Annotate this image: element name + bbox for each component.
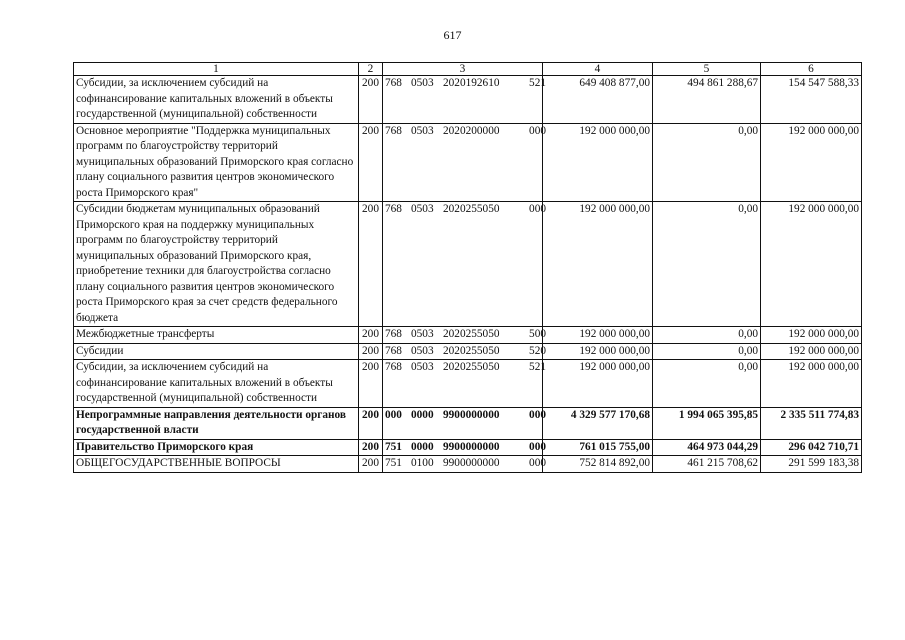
row-ved: 768 (385, 344, 402, 357)
budget-table (73, 62, 862, 473)
row-classification-code (383, 343, 546, 360)
row-name: Непрограммные направления деятельности органов государственной власти (74, 407, 359, 439)
row-value-col6: 192 000 000,00 (761, 360, 862, 408)
row-value-col5: 461 215 708,62 (653, 456, 761, 473)
row-vr: 000 (529, 203, 546, 215)
row-name: Основное мероприятие "Поддержка муниципальных программ по благоустройству территорий муниципальных образований Приморского края согласно плану социального развития центров экономического роста Приморского края" (74, 123, 359, 202)
row-code-col2: 200 (359, 343, 383, 360)
row-razdel: 0503 (411, 124, 434, 137)
row-vr: 500 (529, 328, 546, 340)
row-csr: 2020200000 (443, 124, 500, 137)
row-code-col2: 200 (359, 327, 383, 344)
row-vr: 000 (529, 124, 546, 137)
row-value-col6: 154 547 588,33 (761, 76, 862, 124)
row-name: Правительство Приморского края (74, 439, 359, 456)
row-value-col4: 649 408 877,00 (543, 76, 653, 124)
row-csr: 2020255050 (443, 344, 500, 357)
row-name: Межбюджетные трансферты (74, 327, 359, 344)
table-row (74, 327, 862, 344)
row-name: ОБЩЕГОСУДАРСТВЕННЫЕ ВОПРОСЫ (74, 456, 359, 473)
row-value-col4: 192 000 000,00 (543, 360, 653, 408)
column-header: 6 (761, 63, 862, 76)
row-value-col6: 192 000 000,00 (761, 123, 862, 202)
row-ved: 768 (385, 124, 402, 137)
row-value-col5: 0,00 (653, 202, 761, 327)
row-ved: 751 (385, 440, 402, 453)
page-number: 617 (443, 28, 462, 42)
row-value-col5: 1 994 065 395,85 (653, 407, 761, 439)
row-vr: 521 (529, 361, 546, 373)
row-value-col6: 2 335 511 774,83 (761, 407, 862, 439)
row-csr: 9900000000 (443, 408, 500, 421)
row-razdel: 0503 (411, 361, 434, 373)
row-value-col6: 192 000 000,00 (761, 327, 862, 344)
row-value-col5: 0,00 (653, 343, 761, 360)
table-row (74, 123, 862, 202)
row-csr: 2020255050 (443, 328, 500, 340)
row-razdel: 0503 (411, 344, 434, 357)
row-ved: 768 (385, 328, 402, 340)
row-value-col5: 0,00 (653, 327, 761, 344)
row-name: Субсидии, за исключением субсидий на софинансирование капитальных вложений в объекты государственной (муниципальной) собственности (74, 360, 359, 408)
row-name: Субсидии бюджетам муниципальных образований Приморского края на поддержку муниципальных программ по благоустройству территорий муниципальных образований Приморского края, приобретение техники для благоустройства согласно плану социального развития центров экономического роста Приморского края за счет средств федерального бюджета (74, 202, 359, 327)
table-row (74, 439, 862, 456)
row-value-col4: 192 000 000,00 (543, 123, 653, 202)
row-classification-code (383, 202, 546, 327)
column-header: 1 (74, 63, 359, 76)
row-classification-code (383, 360, 546, 408)
row-code-col2: 200 (359, 439, 383, 456)
row-ved: 751 (385, 457, 402, 469)
row-vr: 521 (529, 77, 546, 89)
row-value-col4: 761 015 755,00 (543, 439, 653, 456)
row-code-col2: 200 (359, 456, 383, 473)
column-header: 3 (383, 63, 543, 76)
row-value-col4: 4 329 577 170,68 (543, 407, 653, 439)
row-code-col2: 200 (359, 202, 383, 327)
row-code-col2: 200 (359, 360, 383, 408)
table-row (74, 456, 862, 473)
row-classification-code (383, 123, 546, 202)
row-ved: 768 (385, 361, 402, 373)
row-value-col5: 0,00 (653, 123, 761, 202)
row-name: Субсидии, за исключением субсидий на софинансирование капитальных вложений в объекты государственной (муниципальной) собственности (74, 76, 359, 124)
column-header: 2 (359, 63, 383, 76)
row-csr: 2020255050 (443, 361, 500, 373)
row-value-col6: 296 042 710,71 (761, 439, 862, 456)
row-csr: 9900000000 (443, 457, 500, 469)
table-row (74, 76, 862, 124)
row-value-col6: 192 000 000,00 (761, 343, 862, 360)
row-classification-code (383, 439, 546, 456)
row-csr: 2020192610 (443, 77, 500, 89)
row-value-col4: 192 000 000,00 (543, 327, 653, 344)
row-value-col5: 0,00 (653, 360, 761, 408)
table-row (74, 343, 862, 360)
table-row (74, 407, 862, 439)
row-razdel: 0503 (411, 328, 434, 340)
row-classification-code (383, 407, 546, 439)
row-vr: 000 (529, 408, 546, 421)
row-vr: 520 (529, 344, 546, 357)
row-value-col5: 464 973 044,29 (653, 439, 761, 456)
row-csr: 9900000000 (443, 440, 500, 453)
row-ved: 768 (385, 77, 402, 89)
row-value-col5: 494 861 288,67 (653, 76, 761, 124)
row-ved: 000 (385, 408, 402, 421)
row-code-col2: 200 (359, 123, 383, 202)
row-value-col6: 291 599 183,38 (761, 456, 862, 473)
table-row (74, 360, 862, 408)
row-value-col6: 192 000 000,00 (761, 202, 862, 327)
row-code-col2: 200 (359, 407, 383, 439)
row-razdel: 0000 (411, 408, 434, 421)
row-code-col2: 200 (359, 76, 383, 124)
row-vr: 000 (529, 457, 546, 469)
table-header-row (74, 63, 862, 76)
column-header: 5 (653, 63, 761, 76)
row-razdel: 0503 (411, 77, 434, 89)
row-value-col4: 192 000 000,00 (543, 343, 653, 360)
row-classification-code (383, 76, 546, 124)
row-classification-code (383, 327, 546, 344)
row-razdel: 0503 (411, 203, 434, 215)
row-ved: 768 (385, 203, 402, 215)
row-value-col4: 192 000 000,00 (543, 202, 653, 327)
row-razdel: 0100 (411, 457, 434, 469)
row-vr: 000 (529, 440, 546, 453)
row-value-col4: 752 814 892,00 (543, 456, 653, 473)
row-csr: 2020255050 (443, 203, 500, 215)
row-classification-code (383, 456, 546, 473)
row-razdel: 0000 (411, 440, 434, 453)
table-row (74, 202, 862, 327)
row-name: Субсидии (74, 343, 359, 360)
column-header: 4 (543, 63, 653, 76)
